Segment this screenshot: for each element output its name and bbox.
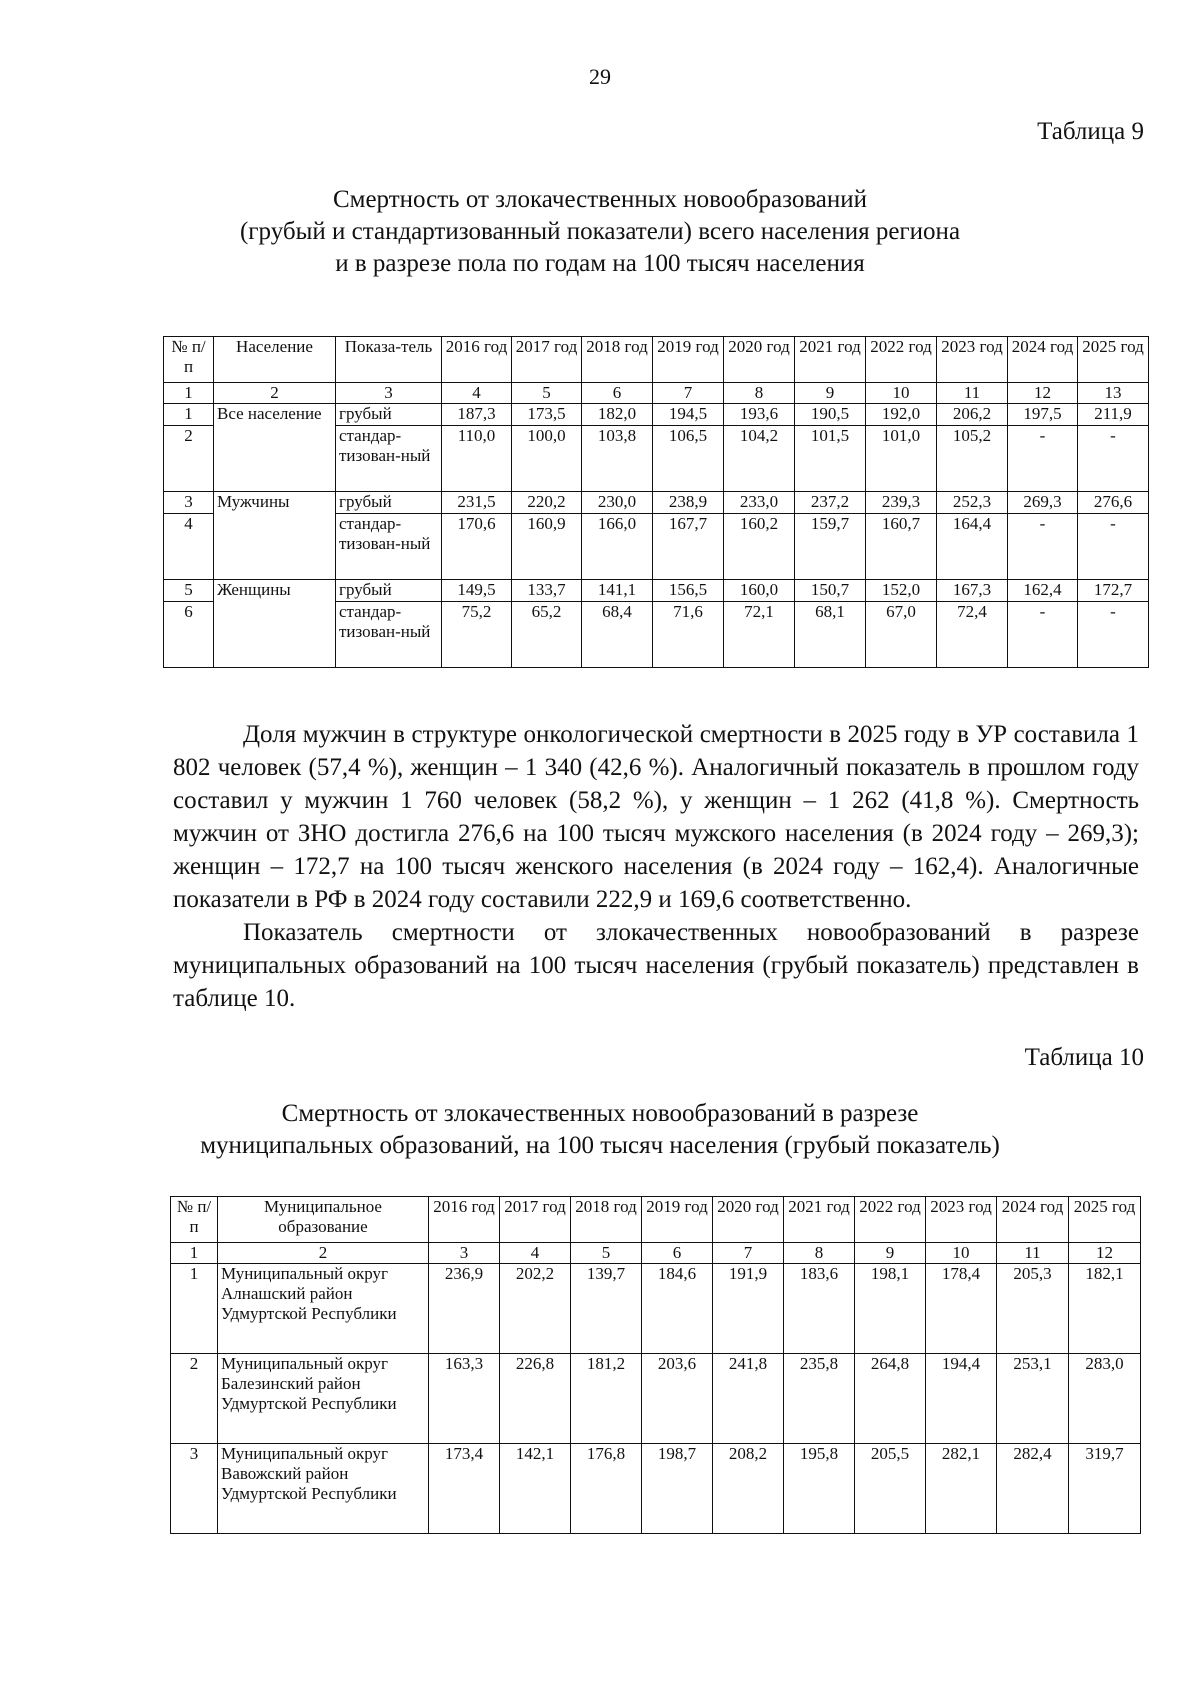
column-number: 7 xyxy=(713,1243,784,1264)
population-label: Мужчины xyxy=(214,492,336,580)
row-num: 2 xyxy=(171,1354,218,1444)
header-year: 2024 год xyxy=(1008,337,1078,383)
value-cell: 133,7 xyxy=(512,580,582,602)
header-year: 2020 год xyxy=(713,1197,784,1243)
value-cell: 187,3 xyxy=(442,404,512,426)
column-number: 1 xyxy=(164,383,214,404)
value-cell: 208,2 xyxy=(713,1444,784,1534)
header-year: 2016 год xyxy=(429,1197,500,1243)
value-cell: 162,4 xyxy=(1008,580,1078,602)
value-cell: 283,0 xyxy=(1069,1354,1141,1444)
value-cell: - xyxy=(1078,426,1149,492)
value-cell: 166,0 xyxy=(582,514,653,580)
value-cell: 75,2 xyxy=(442,602,512,668)
table-row xyxy=(171,1354,1141,1444)
value-cell: 182,0 xyxy=(582,404,653,426)
value-cell: 237,2 xyxy=(795,492,866,514)
value-cell: 195,8 xyxy=(784,1444,855,1534)
column-number: 12 xyxy=(1069,1243,1141,1264)
column-number: 7 xyxy=(653,383,724,404)
value-cell: 110,0 xyxy=(442,426,512,492)
value-cell: - xyxy=(1078,514,1149,580)
value-cell: - xyxy=(1008,426,1078,492)
column-number: 12 xyxy=(1008,383,1078,404)
value-cell: 205,3 xyxy=(997,1264,1069,1354)
value-cell: 100,0 xyxy=(512,426,582,492)
indicator-label: грубый xyxy=(336,492,442,514)
value-cell: 150,7 xyxy=(795,580,866,602)
value-cell: 238,9 xyxy=(653,492,724,514)
population-label: Все население xyxy=(214,404,336,492)
body-text xyxy=(173,718,1139,1015)
value-cell: 252,3 xyxy=(937,492,1008,514)
table-10-title-line: муниципальных образований, на 100 тысяч населения (грубый показатель) xyxy=(200,1132,1000,1159)
column-number: 6 xyxy=(582,383,653,404)
header-year: 2016 год xyxy=(442,337,512,383)
value-cell: 156,5 xyxy=(653,580,724,602)
population-label: Женщины xyxy=(214,580,336,668)
header-year: 2023 год xyxy=(926,1197,997,1243)
value-cell: 178,4 xyxy=(926,1264,997,1354)
value-cell: 160,9 xyxy=(512,514,582,580)
value-cell: 160,0 xyxy=(724,580,795,602)
paragraph: Показатель смертности от злокачественных новообразований в разрезе муниципальных образований на 100 тысяч населения (грубый показатель) представлен в таблице 10. xyxy=(173,919,1139,1012)
header-year: 2018 год xyxy=(582,337,653,383)
table-9-title-line: и в разрезе пола по годам на 100 тысяч населения xyxy=(335,250,865,277)
value-cell: 67,0 xyxy=(866,602,937,668)
column-number: 3 xyxy=(336,383,442,404)
municipality-name: Муниципальный округ Балезинский район Удмуртской Республики xyxy=(218,1354,429,1444)
value-cell: 282,4 xyxy=(997,1444,1069,1534)
value-cell: 193,6 xyxy=(724,404,795,426)
value-cell: 176,8 xyxy=(571,1444,642,1534)
value-cell: 164,4 xyxy=(937,514,1008,580)
table-header-row xyxy=(171,1197,1141,1243)
paragraph: Доля мужчин в структуре онкологической смертности в 2025 году в УР составила 1 802 человек (57,4 %), женщин – 1 340 (42,6 %). Аналогичный показатель в прошлом году составил у мужчин 1 760 человек (58,2 %), у женщин – 1 262 (41,8 %). Смертность мужчин от ЗНО достигла 276,6 на 100 тысяч мужского населения (в 2024 году – 269,3); женщин – 172,7 на 100 тысяч женского населения (в 2024 году – 162,4). Аналогичные показатели в РФ в 2024 году составили 222,9 и 169,6 соответственно. xyxy=(173,721,1139,913)
table-10 xyxy=(170,1196,1141,1534)
indicator-label: грубый xyxy=(336,404,442,426)
column-number-row xyxy=(171,1243,1141,1264)
row-num: 5 xyxy=(164,580,214,602)
header-year: 2019 год xyxy=(653,337,724,383)
header-year: 2022 год xyxy=(855,1197,926,1243)
header-year: 2024 год xyxy=(997,1197,1069,1243)
column-number: 8 xyxy=(724,383,795,404)
column-number: 2 xyxy=(218,1243,429,1264)
value-cell: 198,1 xyxy=(855,1264,926,1354)
header-municipality: Муниципальное образование xyxy=(218,1197,429,1243)
table-row xyxy=(164,404,1149,426)
municipality-name: Муниципальный округ Вавожский район Удмуртской Республики xyxy=(218,1444,429,1534)
value-cell: 173,5 xyxy=(512,404,582,426)
value-cell: 106,5 xyxy=(653,426,724,492)
value-cell: 172,7 xyxy=(1078,580,1149,602)
page-number: 29 xyxy=(589,64,611,89)
value-cell: 160,7 xyxy=(866,514,937,580)
value-cell: 71,6 xyxy=(653,602,724,668)
header-year: 2021 год xyxy=(784,1197,855,1243)
column-number-row xyxy=(164,383,1149,404)
value-cell: 282,1 xyxy=(926,1444,997,1534)
header-year: 2023 год xyxy=(937,337,1008,383)
value-cell: 167,3 xyxy=(937,580,1008,602)
value-cell: 253,1 xyxy=(997,1354,1069,1444)
value-cell: 68,4 xyxy=(582,602,653,668)
value-cell: 160,2 xyxy=(724,514,795,580)
value-cell: 142,1 xyxy=(500,1444,571,1534)
value-cell: 170,6 xyxy=(442,514,512,580)
value-cell: 173,4 xyxy=(429,1444,500,1534)
value-cell: 183,6 xyxy=(784,1264,855,1354)
header-year: 2017 год xyxy=(500,1197,571,1243)
column-number: 4 xyxy=(500,1243,571,1264)
value-cell: - xyxy=(1008,514,1078,580)
table-9-caption: Таблица 9 xyxy=(1037,118,1144,145)
table-10-caption: Таблица 10 xyxy=(1024,1044,1144,1071)
table-10-title-line: Смертность от злокачественных новообразований в разрезе xyxy=(281,1100,919,1127)
value-cell: 103,8 xyxy=(582,426,653,492)
header-year: 2020 год xyxy=(724,337,795,383)
value-cell: 233,0 xyxy=(724,492,795,514)
table-header-row xyxy=(164,337,1149,383)
value-cell: 198,7 xyxy=(642,1444,713,1534)
value-cell: 236,9 xyxy=(429,1264,500,1354)
column-number: 4 xyxy=(442,383,512,404)
header-year: 2022 год xyxy=(866,337,937,383)
value-cell: 159,7 xyxy=(795,514,866,580)
header-year: 2025 год xyxy=(1078,337,1149,383)
value-cell: 269,3 xyxy=(1008,492,1078,514)
table-9-title-line: Смертность от злокачественных новообразований xyxy=(332,186,868,213)
value-cell: 197,5 xyxy=(1008,404,1078,426)
row-num: 3 xyxy=(171,1444,218,1534)
value-cell: 141,1 xyxy=(582,580,653,602)
value-cell: 72,4 xyxy=(937,602,1008,668)
value-cell: 192,0 xyxy=(866,404,937,426)
value-cell: 191,9 xyxy=(713,1264,784,1354)
value-cell: 104,2 xyxy=(724,426,795,492)
value-cell: 149,5 xyxy=(442,580,512,602)
value-cell: 276,6 xyxy=(1078,492,1149,514)
value-cell: 65,2 xyxy=(512,602,582,668)
value-cell: 239,3 xyxy=(866,492,937,514)
value-cell: 68,1 xyxy=(795,602,866,668)
column-number: 9 xyxy=(855,1243,926,1264)
value-cell: 181,2 xyxy=(571,1354,642,1444)
column-number: 10 xyxy=(866,383,937,404)
table-9-title xyxy=(0,184,1200,280)
row-num: 1 xyxy=(171,1264,218,1354)
value-cell: 230,0 xyxy=(582,492,653,514)
row-num: 1 xyxy=(164,404,214,426)
value-cell: 101,5 xyxy=(795,426,866,492)
row-num: 3 xyxy=(164,492,214,514)
value-cell: 182,1 xyxy=(1069,1264,1141,1354)
value-cell: 139,7 xyxy=(571,1264,642,1354)
value-cell: 184,6 xyxy=(642,1264,713,1354)
column-number: 13 xyxy=(1078,383,1149,404)
row-num: 2 xyxy=(164,426,214,492)
value-cell: 241,8 xyxy=(713,1354,784,1444)
header-year: 2021 год xyxy=(795,337,866,383)
value-cell: - xyxy=(1008,602,1078,668)
header-num: № п/п xyxy=(171,1197,218,1243)
table-9-title-line: (грубый и стандартизованный показатели) всего населения региона xyxy=(239,218,961,245)
column-number: 5 xyxy=(512,383,582,404)
table-9 xyxy=(163,336,1149,668)
table-row xyxy=(164,492,1149,514)
column-number: 9 xyxy=(795,383,866,404)
municipality-name: Муниципальный округ Алнашский район Удмуртской Республики xyxy=(218,1264,429,1354)
value-cell: 211,9 xyxy=(1078,404,1149,426)
header-year: 2018 год xyxy=(571,1197,642,1243)
value-cell: 264,8 xyxy=(855,1354,926,1444)
table-row xyxy=(171,1264,1141,1354)
value-cell: 167,7 xyxy=(653,514,724,580)
value-cell: 202,2 xyxy=(500,1264,571,1354)
value-cell: 194,5 xyxy=(653,404,724,426)
value-cell: 235,8 xyxy=(784,1354,855,1444)
row-num: 4 xyxy=(164,514,214,580)
value-cell: 163,3 xyxy=(429,1354,500,1444)
value-cell: 105,2 xyxy=(937,426,1008,492)
table-row xyxy=(171,1444,1141,1534)
value-cell: 220,2 xyxy=(512,492,582,514)
column-number: 2 xyxy=(214,383,336,404)
header-indicator: Показа-тель xyxy=(336,337,442,383)
header-year: 2017 год xyxy=(512,337,582,383)
value-cell: 101,0 xyxy=(866,426,937,492)
header-year: 2019 год xyxy=(642,1197,713,1243)
table-10-title xyxy=(0,1098,1200,1162)
value-cell: 231,5 xyxy=(442,492,512,514)
indicator-label: стандар-тизован-ный xyxy=(336,426,442,492)
value-cell: 72,1 xyxy=(724,602,795,668)
indicator-label: грубый xyxy=(336,580,442,602)
header-population: Население xyxy=(214,337,336,383)
value-cell: 226,8 xyxy=(500,1354,571,1444)
column-number: 10 xyxy=(926,1243,997,1264)
value-cell: 206,2 xyxy=(937,404,1008,426)
value-cell: 319,7 xyxy=(1069,1444,1141,1534)
column-number: 6 xyxy=(642,1243,713,1264)
value-cell: 205,5 xyxy=(855,1444,926,1534)
indicator-label: стандар-тизован-ный xyxy=(336,514,442,580)
table-row xyxy=(164,580,1149,602)
row-num: 6 xyxy=(164,602,214,668)
indicator-label: стандар-тизован-ный xyxy=(336,602,442,668)
value-cell: 203,6 xyxy=(642,1354,713,1444)
column-number: 5 xyxy=(571,1243,642,1264)
column-number: 8 xyxy=(784,1243,855,1264)
column-number: 11 xyxy=(997,1243,1069,1264)
value-cell: 194,4 xyxy=(926,1354,997,1444)
column-number: 1 xyxy=(171,1243,218,1264)
value-cell: 190,5 xyxy=(795,404,866,426)
column-number: 11 xyxy=(937,383,1008,404)
header-year: 2025 год xyxy=(1069,1197,1141,1243)
value-cell: - xyxy=(1078,602,1149,668)
header-num: № п/п xyxy=(164,337,214,383)
column-number: 3 xyxy=(429,1243,500,1264)
value-cell: 152,0 xyxy=(866,580,937,602)
